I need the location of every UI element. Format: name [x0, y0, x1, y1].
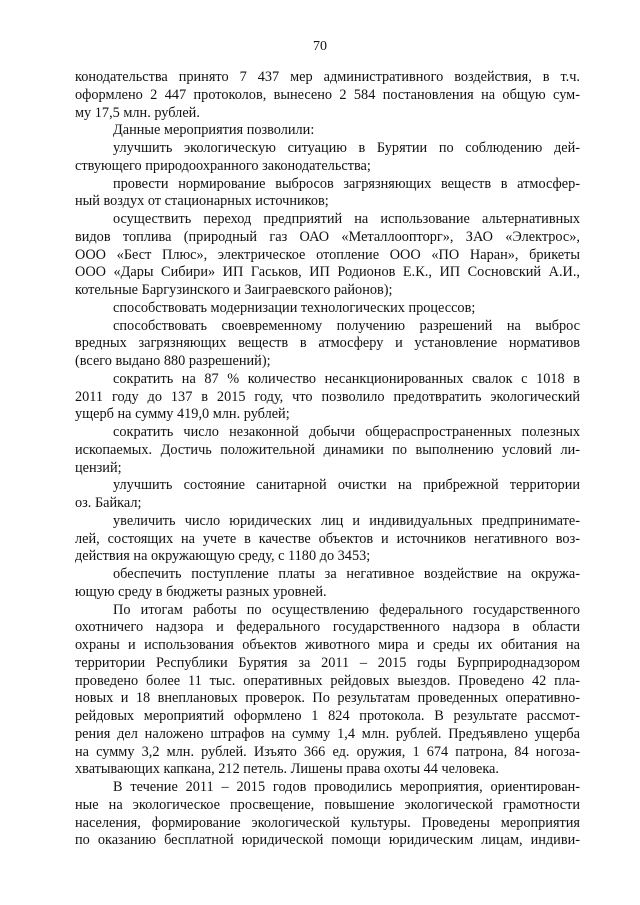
text-line: хватывающих капкана, 212 петель. Лишены права охоты 44 человека.	[75, 761, 499, 778]
text-line: сократить число незаконной добычи общераспространенных полезных	[113, 424, 580, 440]
text-line: населения, формирование экологической культуры. Проведены мероприятия	[75, 814, 580, 831]
page-number: 70	[313, 39, 327, 54]
text-line: новых и 18 внеплановых проверок. По результатам проведенных оперативно-	[75, 690, 580, 707]
text-line: конодательства принято 7 437 мер административного воздействия, в т.ч.	[75, 69, 580, 85]
document-body	[75, 69, 580, 850]
text-line: увеличить число юридических лиц и индивидуальных предпринимате-	[113, 512, 580, 529]
text-line: цензий;	[75, 459, 122, 476]
text-line: ООО «Дары Сибири» ИП Гаськов, ИП Родионов Е.К., ИП Сосновский А.И.,	[75, 264, 580, 281]
text-line: видов топлива (природный газ ОАО «Металлоопторг», ЗАО «Электрос»,	[75, 228, 580, 245]
text-line: рения дел наложено штрафов на сумму 1,4 млн. рублей. Предъявлено ущерба	[75, 725, 580, 742]
text-line: по оказанию бесплатной юридической помощи юридическим лицам, индиви-	[75, 832, 580, 849]
text-line: 2011 году до 137 в 2015 году, что позволило предотвратить экологический	[75, 388, 580, 405]
text-line: охраны и использования объектов животного мира и среды их обитания на	[75, 637, 580, 653]
text-line: способствовать своевременному получению разрешений на выброс	[113, 317, 580, 334]
text-line: оз. Байкал;	[75, 495, 142, 511]
text-line: осуществить переход предприятий на использование альтернативных	[113, 211, 580, 227]
text-line: ствующего природоохранного законодательства;	[75, 157, 371, 174]
text-line: проведено более 11 тыс. оперативных рейдовых выездов. Проведено 42 пла-	[75, 672, 580, 689]
text-line: В течение 2011 – 2015 годов проводились мероприятия, ориентирован-	[113, 779, 580, 795]
text-line: способствовать модернизации технологических процессов;	[113, 299, 476, 316]
text-line: ные на экологическое просвещение, повышение экологической грамотности	[75, 796, 580, 813]
text-line: на сумму 3,2 млн. рублей. Изъято 366 ед. оружия, 1 674 патрона, 84 ногоза-	[75, 743, 580, 760]
text-line: улучшить экологическую ситуацию в Бурятии по соблюдению дей-	[113, 140, 580, 156]
text-line: котельные Баргузинского и Заиграевского районов);	[75, 282, 393, 298]
text-line: обеспечить поступление платы за негативное воздействие на окружа-	[113, 566, 580, 582]
text-line: оформлено 2 447 протоколов, вынесено 2 584 постановления на общую сум-	[75, 86, 580, 103]
text-line: сократить на 87 % количество несанкционированных свалок с 1018 в	[113, 370, 580, 387]
text-line: территории Республики Бурятия за 2011 – 2015 годы Бурприроднадзором	[75, 654, 580, 671]
text-line: рейдовых мероприятий оформлено 1 824 протокола. В результате рассмот-	[75, 708, 580, 724]
text-line: (всего выдано 880 разрешений);	[75, 353, 271, 369]
text-line: улучшить состояние санитарной очистки на прибрежной территории	[113, 477, 580, 494]
text-line: провести нормирование выбросов загрязняющих веществ в атмосфер-	[113, 175, 580, 192]
text-line: ООО «Бест Плюс», электрическое отопление ООО «ПО Наран», брикеты	[75, 246, 580, 263]
text-line: ный воздух от стационарных источников;	[75, 193, 329, 210]
text-line: охотничего надзора и федерального государственного надзора в области	[75, 619, 580, 636]
text-line: ющую среду в бюджеты разных уровней.	[75, 583, 327, 600]
text-line: действия на окружающую среду, с 1180 до 3453;	[75, 548, 371, 565]
text-line: му 17,5 млн. рублей.	[75, 104, 200, 121]
text-line: ископаемых. Достичь положительной динамики по выполнению условий ли-	[75, 441, 580, 458]
text-line: По итогам работы по осуществлению федерального государственного	[113, 601, 580, 618]
text-line: вредных загрязняющих веществ в атмосферу и установление нормативов	[75, 335, 580, 352]
text-line: лей, состоящих на учете в качестве объектов и источников негативного воз-	[75, 530, 580, 547]
text-line: ущерб на сумму 419,0 млн. рублей;	[75, 406, 290, 423]
text-line: Данные мероприятия позволили:	[113, 122, 315, 139]
